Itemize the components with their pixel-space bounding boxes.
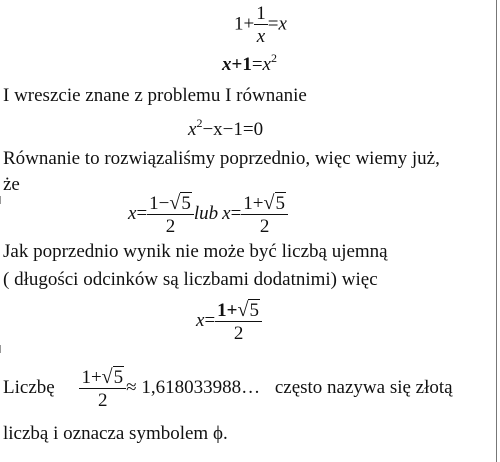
page-edge-line — [496, 0, 497, 462]
text6-radicand: 5 — [113, 367, 124, 388]
eq2-one: 1 — [242, 54, 252, 75]
text6-approx: ≈ 1,618033988… — [126, 376, 261, 398]
eq4-equals: = — [136, 202, 148, 224]
eq5-denominator: 2 — [233, 323, 244, 344]
text6-denominator: 2 — [98, 390, 108, 411]
eq4-equals-second: = — [230, 202, 242, 224]
eq1-equals: = — [267, 13, 279, 35]
text6-numerator — [79, 367, 126, 389]
eq1-x: x — [278, 13, 287, 35]
text-line-3: że — [3, 174, 20, 195]
text6-lead: Liczbę — [3, 376, 55, 398]
eq3-x: x — [188, 119, 197, 140]
text-line-2: Równanie to rozwiązaliśmy poprzednio, więc wiemy już, — [3, 148, 440, 169]
text6-one-plus: 1+ — [81, 367, 102, 388]
eq2-x-squared-base: x — [262, 54, 271, 75]
eq1-plus: + — [243, 13, 255, 35]
eq4-one-plus: 1+ — [243, 193, 264, 214]
eq3-exponent: 2 — [196, 116, 203, 130]
text-line-4: Jak poprzednio wynik nie może być liczbą ujemną — [3, 241, 388, 262]
eq4-fraction-minus — [147, 193, 194, 236]
eq1-denominator: x — [256, 26, 266, 47]
eq4-radicand: 5 — [181, 193, 191, 214]
eq4-denominator-second: 2 — [259, 216, 270, 237]
text6-sqrt: √5 — [101, 366, 124, 388]
margin-mark — [0, 345, 1, 353]
eq4-x: x — [128, 202, 137, 224]
eq4-sqrt: √5 — [169, 192, 191, 214]
eq1-one: 1 — [234, 13, 244, 35]
equation-4 — [128, 193, 288, 236]
eq2-equals: = — [251, 54, 263, 75]
equation-3 — [188, 116, 264, 140]
text6-fraction — [79, 367, 126, 410]
eq5-numerator — [215, 300, 262, 322]
text-line-1: I wreszcie znane z problemu I równanie — [3, 85, 307, 106]
eq2-x: x — [222, 54, 232, 75]
text-line-5: ( długości odcinków są liczbami dodatnimi) więc — [3, 269, 378, 290]
eq2-plus: + — [231, 54, 243, 75]
text6-tail: często nazywa się złotą — [274, 376, 453, 398]
eq2-exponent: 2 — [270, 51, 277, 65]
margin-mark — [0, 196, 1, 204]
text-line-6 — [3, 367, 453, 410]
eq5-equals: = — [204, 309, 216, 331]
eq4-denominator: 2 — [165, 216, 176, 237]
eq5-fraction — [215, 300, 262, 343]
eq5-x: x — [196, 309, 205, 331]
eq1-fraction — [254, 4, 268, 46]
eq4-sqrt-second: √5 — [263, 192, 285, 214]
eq5-sqrt: √5 — [237, 299, 259, 321]
eq4-x-second: x — [222, 202, 231, 224]
eq5-radicand: 5 — [249, 300, 259, 321]
eq4-lub: lub — [193, 202, 219, 224]
eq5-one-plus: 1+ — [217, 300, 238, 321]
eq3-rest: −x−1=0 — [202, 119, 264, 140]
equation-1 — [234, 4, 287, 46]
eq4-radicand-second: 5 — [275, 193, 285, 214]
eq4-fraction-plus — [241, 193, 288, 236]
eq4-one-minus: 1− — [149, 193, 170, 214]
text-line-7: liczbą i oznacza symbolem ϕ. — [3, 423, 228, 444]
equation-5 — [196, 300, 262, 343]
equation-2 — [222, 51, 277, 75]
eq1-numerator: 1 — [256, 3, 266, 24]
eq4-numerator-minus — [147, 193, 194, 215]
eq4-numerator-plus — [241, 193, 288, 215]
